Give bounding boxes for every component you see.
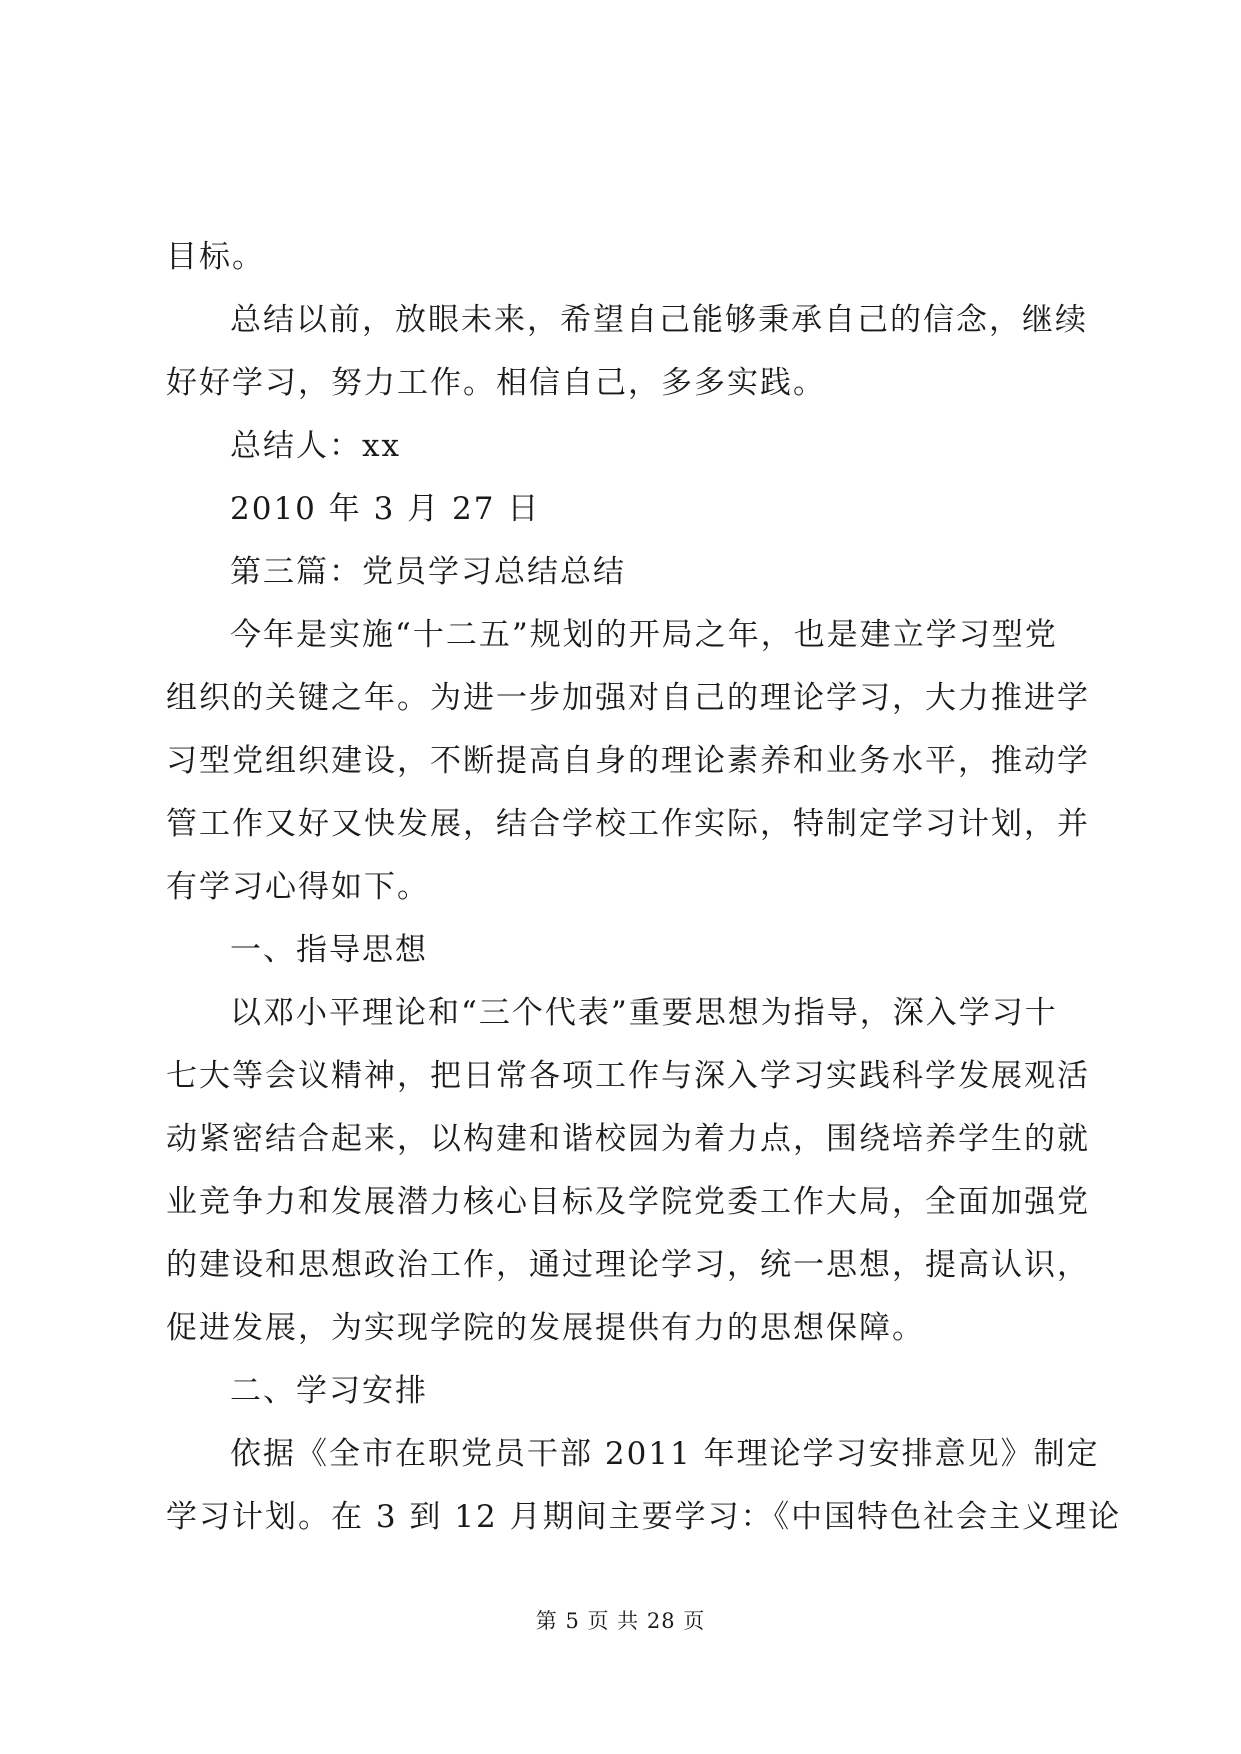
text-line: 依据《全市在职党员干部 2011 年理论学习安排意见》制定 [230, 1436, 1100, 1472]
text-line: 习型党组织建设，不断提高自身的理论素养和业务水平，推动学 [166, 743, 1090, 779]
text-line: 动紧密结合起来，以构建和谐校园为着力点，围绕培养学生的就 [166, 1121, 1090, 1157]
text-line: 的建设和思想政治工作，通过理论学习，统一思想，提高认识， [166, 1247, 1090, 1283]
text-line: 好好学习，努力工作。相信自己，多多实践。 [166, 365, 826, 401]
text-line: 业竞争力和发展潜力核心目标及学院党委工作大局，全面加强党 [166, 1184, 1090, 1220]
text-line: 总结以前，放眼未来，希望自己能够秉承自己的信念，继续 [230, 302, 1088, 338]
text-line: 组织的关键之年。为进一步加强对自己的理论学习，大力推进学 [166, 680, 1090, 716]
text-line: 七大等会议精神，把日常各项工作与深入学习实践科学发展观活 [166, 1058, 1090, 1094]
text-line: 学习计划。在 3 到 12 月期间主要学习：《中国特色社会主义理论 [166, 1499, 1122, 1535]
text-line: 促进发展，为实现学院的发展提供有力的思想保障。 [166, 1310, 925, 1346]
text-line: 今年是实施“十二五”规划的开局之年，也是建立学习型党 [230, 617, 1058, 653]
page-footer [0, 1606, 1241, 1636]
document-body [166, 226, 1122, 1549]
date-line: 2010 年 3 月 27 日 [230, 491, 541, 527]
subheading-study-arrangement: 二、学习安排 [230, 1373, 428, 1409]
text-line: 目标。 [166, 239, 265, 275]
page-number: 第 5 页 共 28 页 [535, 1609, 706, 1633]
text-line: 管工作又好又快发展，结合学校工作实际，特制定学习计划，并 [166, 806, 1090, 842]
text-line: 以邓小平理论和“三个代表”重要思想为指导，深入学习十 [230, 995, 1058, 1031]
subheading-guiding-thought: 一、指导思想 [230, 932, 428, 968]
section-heading: 第三篇：党员学习总结总结 [230, 554, 626, 590]
signature-line: 总结人：xx [230, 428, 401, 464]
text-line: 有学习心得如下。 [166, 869, 430, 905]
